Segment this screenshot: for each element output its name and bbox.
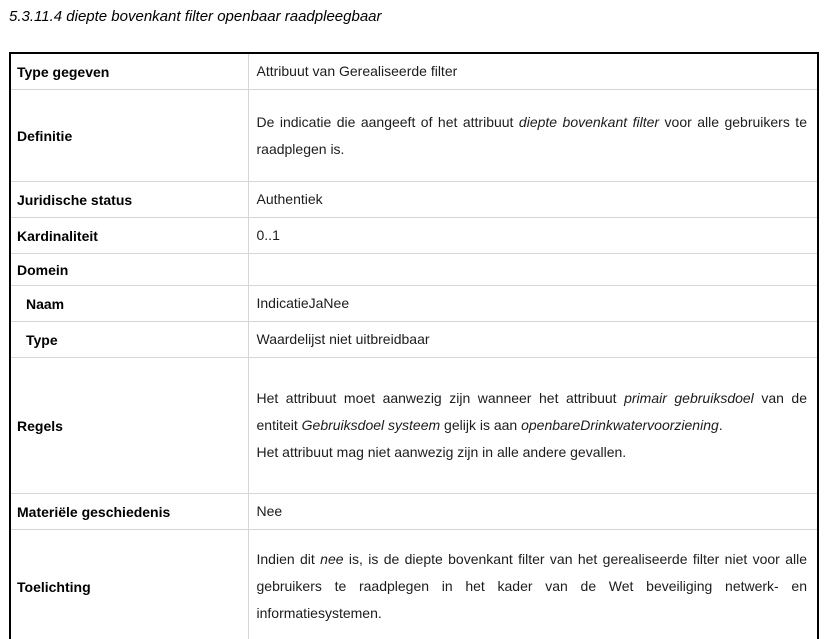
row-label: Definitie [10,90,248,182]
row-value: Nee [248,494,818,530]
table-row-juridische-status [10,182,818,218]
table-row-type-gegeven [10,53,818,90]
row-label: Toelichting [10,530,248,639]
table-row-regels [10,358,818,494]
row-label: Domein [10,254,248,286]
row-value: Waardelijst niet uitbreidbaar [248,322,818,358]
row-value: De indicatie die aangeeft of het attribuut diepte bovenkant filter voor alle gebruikers te raadplegen is. [248,90,818,182]
table-row-domein [10,254,818,286]
row-label: Type gegeven [10,53,248,90]
row-label: Naam [10,286,248,322]
row-value [248,254,818,286]
table-row-definitie [10,90,818,182]
row-value: IndicatieJaNee [248,286,818,322]
row-label: Type [10,322,248,358]
row-label: Regels [10,358,248,494]
table-row-kardinaliteit [10,218,818,254]
row-value: Het attribuut moet aanwezig zijn wanneer het attribuut primair gebruiksdoel van de entiteit Gebruiksdoel systeem gelijk is aan openbareDrinkwatervoorziening. Het attribuut mag niet aanwezig zijn in alle andere gevallen. [248,358,818,494]
row-label: Materiële geschiedenis [10,494,248,530]
page-title: 5.3.11.4 diepte bovenkant filter openbaar raadpleegbaar [9,8,382,25]
row-value: 0..1 [248,218,818,254]
table-row-materiele-geschiedenis [10,494,818,530]
row-label: Kardinaliteit [10,218,248,254]
attribute-table [9,52,819,639]
row-value: Attribuut van Gerealiseerde filter [248,53,818,90]
table-row-toelichting [10,530,818,639]
row-label: Juridische status [10,182,248,218]
row-value: Indien dit nee is, is de diepte bovenkant filter van het gerealiseerde filter niet voor alle gebruikers te raadplegen in het kader van de Wet beveiliging netwerk- en informatiesystemen. [248,530,818,639]
table-row-type [10,322,818,358]
table-row-naam [10,286,818,322]
row-value: Authentiek [248,182,818,218]
